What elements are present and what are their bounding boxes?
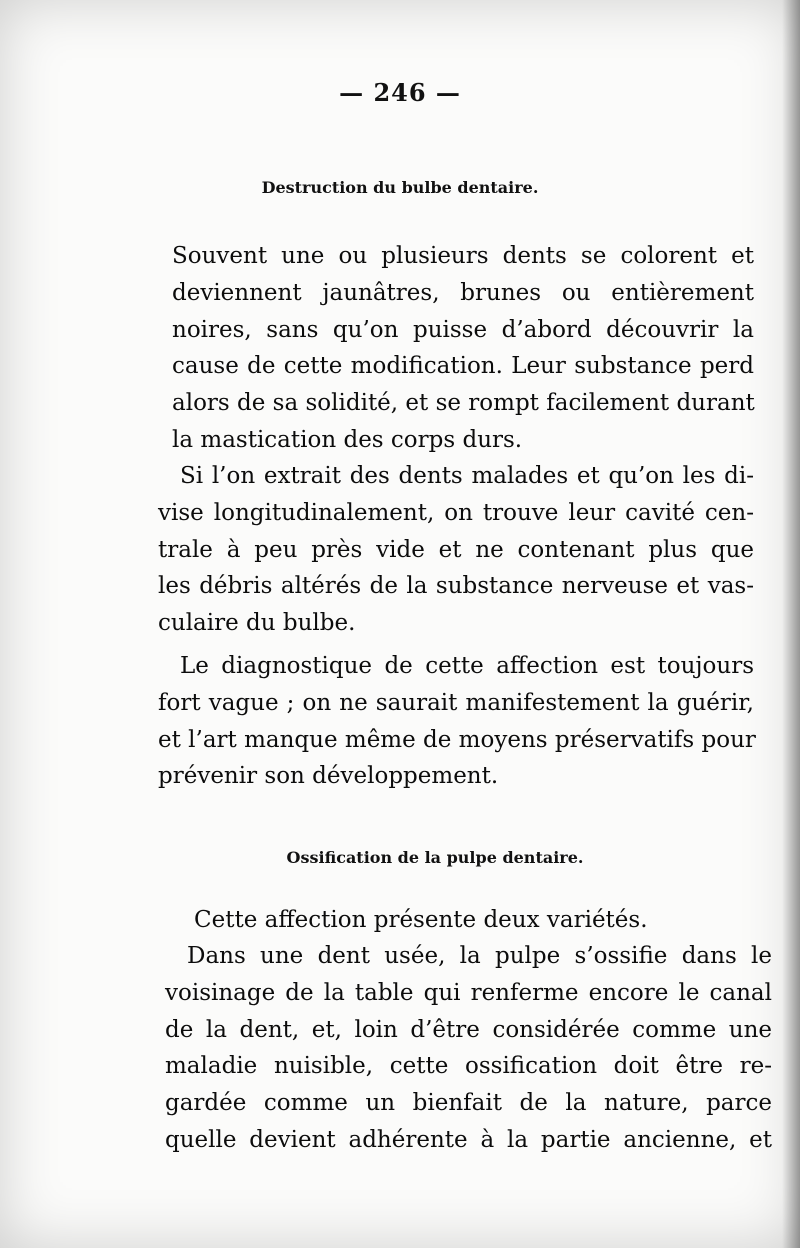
text-line: Cette affection présente deux variétés. bbox=[194, 907, 648, 933]
text-line: et l’art manque même de moyens préservatifs pour bbox=[158, 726, 756, 753]
paragraph bbox=[172, 902, 770, 939]
text-line: vise longitudinalement, on trouve leur cavité cen- bbox=[158, 499, 754, 526]
text-line: trale à peu près vide et ne contenant plus que bbox=[158, 536, 754, 563]
text-line: maladie nuisible, cette ossification doit être re- bbox=[165, 1053, 772, 1080]
text-line: fort vague ; on ne saurait manifestement la guérir, bbox=[158, 689, 754, 716]
text-line: Souvent une ou plusieurs dents se colorent et bbox=[172, 243, 754, 269]
paragraph bbox=[172, 238, 754, 459]
text-line: Dans une dent usée, la pulpe s’ossifie dans le bbox=[187, 943, 772, 969]
text-line: deviennent jaunâtres, brunes ou entièrement bbox=[172, 279, 754, 306]
text-line: culaire du bulbe. bbox=[158, 610, 356, 637]
page-edge-shadow bbox=[782, 0, 800, 1248]
page-number: — 246 — bbox=[339, 78, 461, 107]
paragraph bbox=[158, 648, 754, 795]
text-line: Si l’on extrait des dents malades et qu’on les di- bbox=[180, 463, 754, 489]
text-line: noires, sans qu’on puisse d’abord découvrir la bbox=[172, 316, 754, 343]
section-heading-ossification: Ossification de la pulpe dentaire. bbox=[286, 848, 584, 867]
text-line: de la dent, et, loin d’être considérée comme une bbox=[165, 1016, 772, 1043]
text-line: voisinage de la table qui renferme encore le canal bbox=[165, 979, 772, 1006]
text-line: la mastication des corps durs. bbox=[172, 426, 523, 453]
text-line: quelle devient adhérente à la partie ancienne, et bbox=[165, 1126, 772, 1153]
text-line: les débris altérés de la substance nerveuse et vas- bbox=[158, 573, 754, 600]
text-line: prévenir son développement. bbox=[158, 763, 499, 790]
text-line: gardée comme un bienfait de la nature, parce bbox=[165, 1090, 772, 1117]
text-line: alors de sa solidité, et se rompt facilement durant bbox=[172, 390, 755, 417]
text-line: cause de cette modification. Leur substance perd bbox=[172, 353, 754, 380]
paragraph bbox=[158, 458, 754, 642]
paragraph bbox=[165, 938, 772, 1159]
text-line: Le diagnostique de cette affection est toujours bbox=[180, 653, 754, 679]
section-heading-destruction: Destruction du bulbe dentaire. bbox=[261, 178, 539, 197]
